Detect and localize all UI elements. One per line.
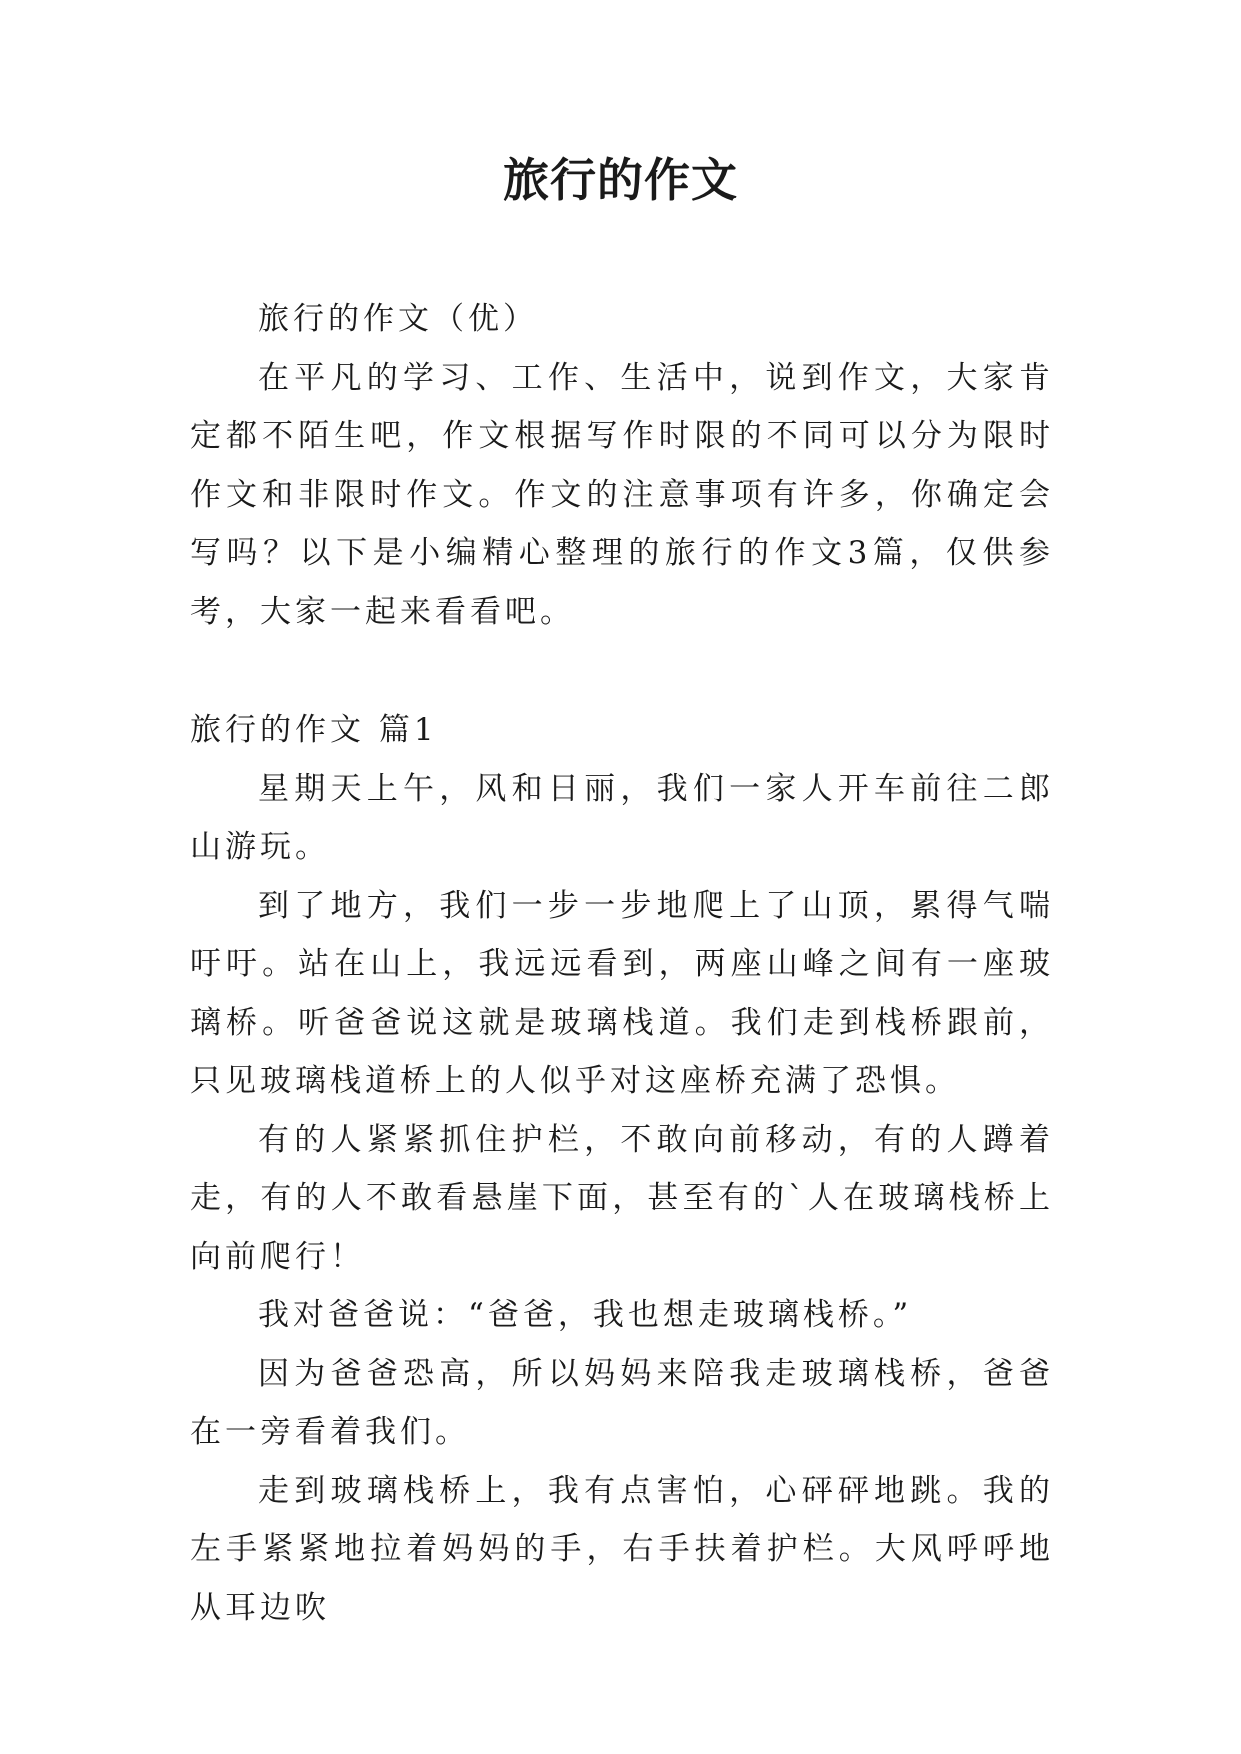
document-title: 旅行的作文: [503, 153, 738, 207]
intro-paragraph: 在平凡的学习、工作、生活中，说到作文，大家肯定都不陌生吧，作文根据写作时限的不同可以分为限时作文和非限时作文。作文的注意事项有许多，你确定会写吗？以下是小编精心整理的旅行的作文3篇，仅供参考，大家一起来看看吧。: [190, 359, 1054, 630]
body-paragraph: 星期天上午，风和日丽，我们一家人开车前往二郎山游玩。: [190, 770, 1054, 865]
body-paragraph: 因为爸爸恐高，所以妈妈来陪我走玻璃栈桥，爸爸在一旁看着我们。: [190, 1355, 1054, 1450]
body-paragraph: 到了地方，我们一步一步地爬上了山顶，累得气喘吁吁。站在山上，我远远看到，两座山峰之间有一座玻璃桥。听爸爸说这就是玻璃栈道。我们走到栈桥跟前，只见玻璃栈道桥上的人似乎对这座桥充满了恐惧。: [190, 887, 1054, 1099]
section-heading: 旅行的作文 篇1: [190, 712, 438, 748]
document-body: [190, 290, 1054, 1637]
body-paragraph: 我对爸爸说：“爸爸，我也想走玻璃栈桥。”: [258, 1297, 913, 1333]
body-paragraph: 有的人紧紧抓住护栏，不敢向前移动，有的人蹲着走，有的人不敢看悬崖下面，甚至有的`人在玻璃栈桥上向前爬行！: [190, 1121, 1054, 1275]
body-paragraph: 走到玻璃栈桥上，我有点害怕，心砰砰地跳。我的左手紧紧地拉着妈妈的手，右手扶着护栏。大风呼呼地从耳边吹: [190, 1472, 1054, 1626]
intro-subtitle: 旅行的作文（优）: [258, 301, 538, 337]
